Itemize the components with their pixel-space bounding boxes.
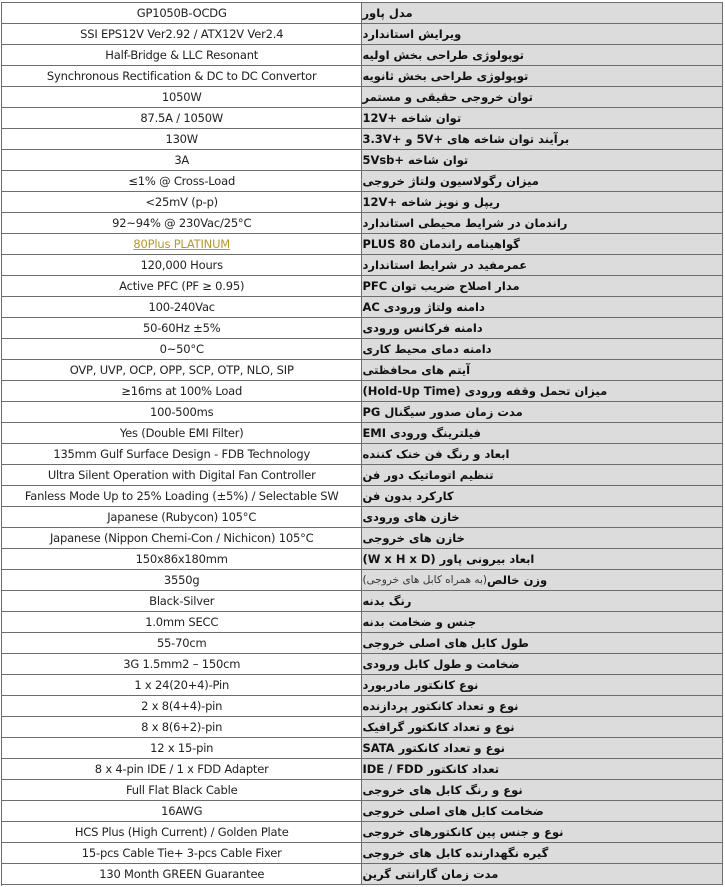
spec-value-cell <box>2 192 362 213</box>
spec-value-cell <box>2 150 362 171</box>
spec-value: 1.0mm SECC <box>145 615 219 629</box>
table-row <box>2 297 723 318</box>
spec-label-cell <box>362 129 723 150</box>
spec-value: Half-Bridge & LLC Resonant <box>105 48 259 62</box>
spec-label: ویرایش استاندارد <box>362 27 462 41</box>
spec-table <box>1 2 723 886</box>
spec-value-cell <box>2 339 362 360</box>
spec-value: 135mm Gulf Surface Design - FDB Technology <box>53 447 311 461</box>
spec-label: وزن خالص <box>486 573 548 587</box>
spec-label-cell <box>362 45 723 66</box>
table-row <box>2 234 723 255</box>
spec-value-cell <box>2 3 362 24</box>
spec-value-cell <box>2 297 362 318</box>
spec-label-cell <box>362 780 723 801</box>
spec-value-cell <box>2 780 362 801</box>
table-row <box>2 45 723 66</box>
table-row <box>2 507 723 528</box>
spec-value-cell <box>2 654 362 675</box>
spec-label-cell <box>362 381 723 402</box>
table-row <box>2 423 723 444</box>
spec-value-cell <box>2 213 362 234</box>
spec-label-cell <box>362 675 723 696</box>
spec-value-cell <box>2 402 362 423</box>
spec-label: مدار اصلاح ضریب توان PFC <box>362 279 520 293</box>
spec-value-cell <box>2 759 362 780</box>
spec-value-cell <box>2 528 362 549</box>
table-row <box>2 192 723 213</box>
table-row <box>2 87 723 108</box>
spec-value-cell <box>2 633 362 654</box>
spec-value-cell <box>2 675 362 696</box>
table-row <box>2 759 723 780</box>
spec-label: ابعاد بیرونی پاور (W x H x D) <box>362 552 535 566</box>
spec-value-cell <box>2 696 362 717</box>
spec-label: دامنه فرکانس ورودی <box>362 321 483 335</box>
spec-label-cell <box>362 465 723 486</box>
spec-label: گیره نگهدارنده کابل های خروجی <box>362 846 549 860</box>
spec-label: ریپل و نویز شاخه +12V <box>362 195 500 209</box>
spec-value-cell <box>2 822 362 843</box>
table-row <box>2 318 723 339</box>
spec-label: تنظیم اتوماتیک دور فن <box>362 468 494 482</box>
spec-label: گواهینامه راندمان 80 PLUS <box>362 237 520 251</box>
spec-value-cell <box>2 423 362 444</box>
spec-label-cell <box>362 864 723 885</box>
spec-label: نوع و تعداد کانکتور پردازنده <box>362 699 519 713</box>
spec-label: توان شاخه +5Vsb <box>362 153 469 167</box>
spec-value-cell <box>2 276 362 297</box>
spec-value: 8 x 8(6+2)-pin <box>141 720 223 734</box>
table-row <box>2 780 723 801</box>
spec-value-cell <box>2 444 362 465</box>
table-row <box>2 444 723 465</box>
spec-label-cell <box>362 192 723 213</box>
table-row <box>2 66 723 87</box>
spec-label-cell <box>362 255 723 276</box>
spec-label-cell <box>362 66 723 87</box>
table-row <box>2 24 723 45</box>
spec-label: دامنه ولتاژ ورودی AC <box>362 300 485 314</box>
spec-label-cell <box>362 213 723 234</box>
spec-label-cell <box>362 822 723 843</box>
spec-value-cell <box>2 45 362 66</box>
spec-value: 87.5A / 1050W <box>140 111 224 125</box>
spec-label-cell <box>362 528 723 549</box>
table-row <box>2 360 723 381</box>
spec-label-cell <box>362 234 723 255</box>
spec-value-cell <box>2 612 362 633</box>
table-row <box>2 549 723 570</box>
spec-value-cell <box>2 129 362 150</box>
spec-value-cell <box>2 843 362 864</box>
table-row <box>2 465 723 486</box>
table-row <box>2 822 723 843</box>
spec-label-cell <box>362 486 723 507</box>
spec-value: Active PFC (PF ≥ 0.95) <box>119 279 245 293</box>
spec-value: 92~94% @ 230Vac/25°C <box>112 216 252 230</box>
table-row <box>2 213 723 234</box>
spec-value: 16AWG <box>161 804 203 818</box>
spec-label: مدت زمان صدور سیگنال PG <box>362 405 523 419</box>
spec-label: توپولوژی طراحی بخش اولیه <box>362 48 524 62</box>
spec-value: 15-pcs Cable Tie+ 3-pcs Cable Fixer <box>81 846 282 860</box>
spec-value: Japanese (Nippon Chemi-Con / Nichicon) 105°C <box>49 531 314 545</box>
spec-value-cell <box>2 549 362 570</box>
certification-link[interactable]: 80Plus PLATINUM <box>133 237 231 251</box>
spec-label: کارکرد بدون فن <box>362 489 454 503</box>
spec-label-cell <box>362 570 723 591</box>
spec-value: 3G 1.5mm2 – 150cm <box>123 657 241 671</box>
table-row <box>2 276 723 297</box>
spec-value: 1050W <box>161 90 202 104</box>
spec-value-cell <box>2 738 362 759</box>
spec-value: OVP, UVP, OCP, OPP, SCP, OTP, NLO, SIP <box>69 363 294 377</box>
table-row <box>2 171 723 192</box>
spec-label-cell <box>362 171 723 192</box>
spec-value: 55-70cm <box>156 636 207 650</box>
spec-label: توپولوژی طراحی بخش ثانویه <box>362 69 529 83</box>
spec-label: عمرمفید در شرایط استاندارد <box>362 258 528 272</box>
spec-label-cell <box>362 108 723 129</box>
table-row <box>2 108 723 129</box>
table-row <box>2 591 723 612</box>
table-row <box>2 738 723 759</box>
table-row <box>2 675 723 696</box>
table-row <box>2 255 723 276</box>
spec-label-cell <box>362 3 723 24</box>
spec-label: توان شاخه +12V <box>362 111 462 125</box>
spec-label-cell <box>362 444 723 465</box>
spec-label: مدل پاور <box>362 6 413 20</box>
spec-value-cell <box>2 465 362 486</box>
spec-value: 3A <box>174 153 190 167</box>
spec-value-cell <box>2 171 362 192</box>
spec-label-cell <box>362 633 723 654</box>
spec-value: Synchronous Rectification & DC to DC Convertor <box>46 69 317 83</box>
spec-value-cell <box>2 381 362 402</box>
spec-value: Ultra Silent Operation with Digital Fan Controller <box>47 468 316 482</box>
spec-value: 150x86x180mm <box>135 552 228 566</box>
spec-value-cell <box>2 591 362 612</box>
spec-label-cell <box>362 423 723 444</box>
spec-value-cell <box>2 24 362 45</box>
spec-label: میزان تحمل وقفه ورودی (Hold-Up Time) <box>362 384 608 398</box>
spec-label-cell <box>362 24 723 45</box>
spec-label-cell <box>362 297 723 318</box>
spec-value: GP1050B-OCDG <box>136 6 227 20</box>
table-row <box>2 864 723 885</box>
spec-label-cell <box>362 318 723 339</box>
spec-label: برآیند توان شاخه های +5V و +3.3V <box>362 132 570 146</box>
spec-label: رنگ بدنه <box>362 594 412 608</box>
table-row <box>2 696 723 717</box>
spec-value-cell <box>2 360 362 381</box>
spec-value-cell <box>2 486 362 507</box>
spec-label: نوع و تعداد کانکتور گرافیک <box>362 720 515 734</box>
spec-label-cell <box>362 150 723 171</box>
spec-value: Yes (Double EMI Filter) <box>119 426 244 440</box>
spec-label-note: (به همراه کابل های خروجی) <box>362 574 487 586</box>
spec-value: ≤1% @ Cross-Load <box>128 174 236 188</box>
table-row <box>2 633 723 654</box>
spec-value: HCS Plus (High Current) / Golden Plate <box>74 825 289 839</box>
spec-value: Full Flat Black Cable <box>125 783 238 797</box>
spec-label: طول کابل های اصلی خروجی <box>362 636 529 650</box>
spec-value: 12 x 15-pin <box>150 741 214 755</box>
spec-value-cell <box>2 87 362 108</box>
spec-label: نوع کانکتور مادربورد <box>362 678 479 692</box>
spec-label-cell <box>362 717 723 738</box>
table-row <box>2 486 723 507</box>
spec-label: راندمان در شرایط محیطی استاندارد <box>362 216 568 230</box>
spec-value: 8 x 4-pin IDE / 1 x FDD Adapter <box>94 762 269 776</box>
spec-value: 130 Month GREEN Guarantee <box>99 867 265 881</box>
spec-value: ≥16ms at 100% Load <box>121 384 243 398</box>
spec-value: <25mV (p-p) <box>145 195 218 209</box>
spec-label: دامنه دمای محیط کاری <box>362 342 492 356</box>
spec-value-cell <box>2 507 362 528</box>
spec-value: 130W <box>165 132 198 146</box>
spec-value: 50-60Hz ±5% <box>143 321 221 335</box>
table-row <box>2 570 723 591</box>
spec-value: 2 x 8(4+4)-pin <box>141 699 223 713</box>
table-row <box>2 528 723 549</box>
spec-value: Fanless Mode Up to 25% Loading (±5%) / Selectable SW <box>24 489 339 503</box>
spec-label: مدت زمان گارانتی گرین <box>362 867 499 881</box>
spec-label-cell <box>362 843 723 864</box>
spec-value-cell <box>2 801 362 822</box>
spec-label: آیتم های محافظتی <box>362 363 471 377</box>
spec-value-cell <box>2 864 362 885</box>
spec-value-cell <box>2 318 362 339</box>
spec-label-cell <box>362 549 723 570</box>
spec-label: ضخامت کابل های اصلی خروجی <box>362 804 544 818</box>
table-row <box>2 402 723 423</box>
table-row <box>2 381 723 402</box>
spec-value-cell <box>2 255 362 276</box>
spec-label: خازن های خروجی <box>362 531 465 545</box>
table-row <box>2 150 723 171</box>
spec-value-cell <box>2 108 362 129</box>
spec-value: 120,000 Hours <box>140 258 223 272</box>
table-row <box>2 654 723 675</box>
spec-label: خازن های ورودی <box>362 510 460 524</box>
spec-label-cell <box>362 276 723 297</box>
table-row <box>2 129 723 150</box>
spec-label: جنس و ضخامت بدنه <box>362 615 477 629</box>
table-row <box>2 339 723 360</box>
spec-value: Black-Silver <box>149 594 215 608</box>
table-row <box>2 801 723 822</box>
spec-label: نوع و جنس پین کانکتورهای خروجی <box>362 825 564 839</box>
spec-label: فیلترینگ ورودی EMI <box>362 426 481 440</box>
spec-label: ابعاد و رنگ فن خنک کننده <box>362 447 510 461</box>
spec-label-cell <box>362 759 723 780</box>
spec-label-cell <box>362 612 723 633</box>
spec-value: 0~50°C <box>159 342 204 356</box>
spec-value-cell <box>2 234 362 255</box>
spec-label-cell <box>362 801 723 822</box>
spec-value-cell <box>2 717 362 738</box>
spec-value: 100-500ms <box>149 405 214 419</box>
spec-label-cell <box>362 360 723 381</box>
spec-label-cell <box>362 339 723 360</box>
spec-label-cell <box>362 591 723 612</box>
table-row <box>2 612 723 633</box>
table-row <box>2 843 723 864</box>
spec-value: 1 x 24(20+4)-Pin <box>134 678 230 692</box>
spec-label-cell <box>362 654 723 675</box>
spec-value: SSI EPS12V Ver2.92 / ATX12V Ver2.4 <box>80 27 284 41</box>
spec-label-cell <box>362 87 723 108</box>
spec-label: توان خروجی حقیقی و مستمر <box>362 90 533 104</box>
spec-label: ضخامت و طول کابل ورودی <box>362 657 520 671</box>
spec-value-cell <box>2 570 362 591</box>
spec-label-cell <box>362 402 723 423</box>
spec-value: 100-240Vac <box>148 300 215 314</box>
spec-label: نوع و تعداد کانکتور SATA <box>362 741 505 755</box>
table-row <box>2 717 723 738</box>
spec-label-cell <box>362 507 723 528</box>
spec-label-cell <box>362 738 723 759</box>
spec-label-cell <box>362 696 723 717</box>
spec-label: تعداد کانکتور IDE / FDD <box>362 762 500 776</box>
spec-label: نوع و رنگ کابل های خروجی <box>362 783 523 797</box>
spec-value-cell <box>2 66 362 87</box>
spec-value: 3550g <box>163 573 200 587</box>
spec-value: Japanese (Rubycon) 105°C <box>107 510 257 524</box>
table-row <box>2 3 723 24</box>
spec-label: میزان رگولاسیون ولتاژ خروجی <box>362 174 539 188</box>
